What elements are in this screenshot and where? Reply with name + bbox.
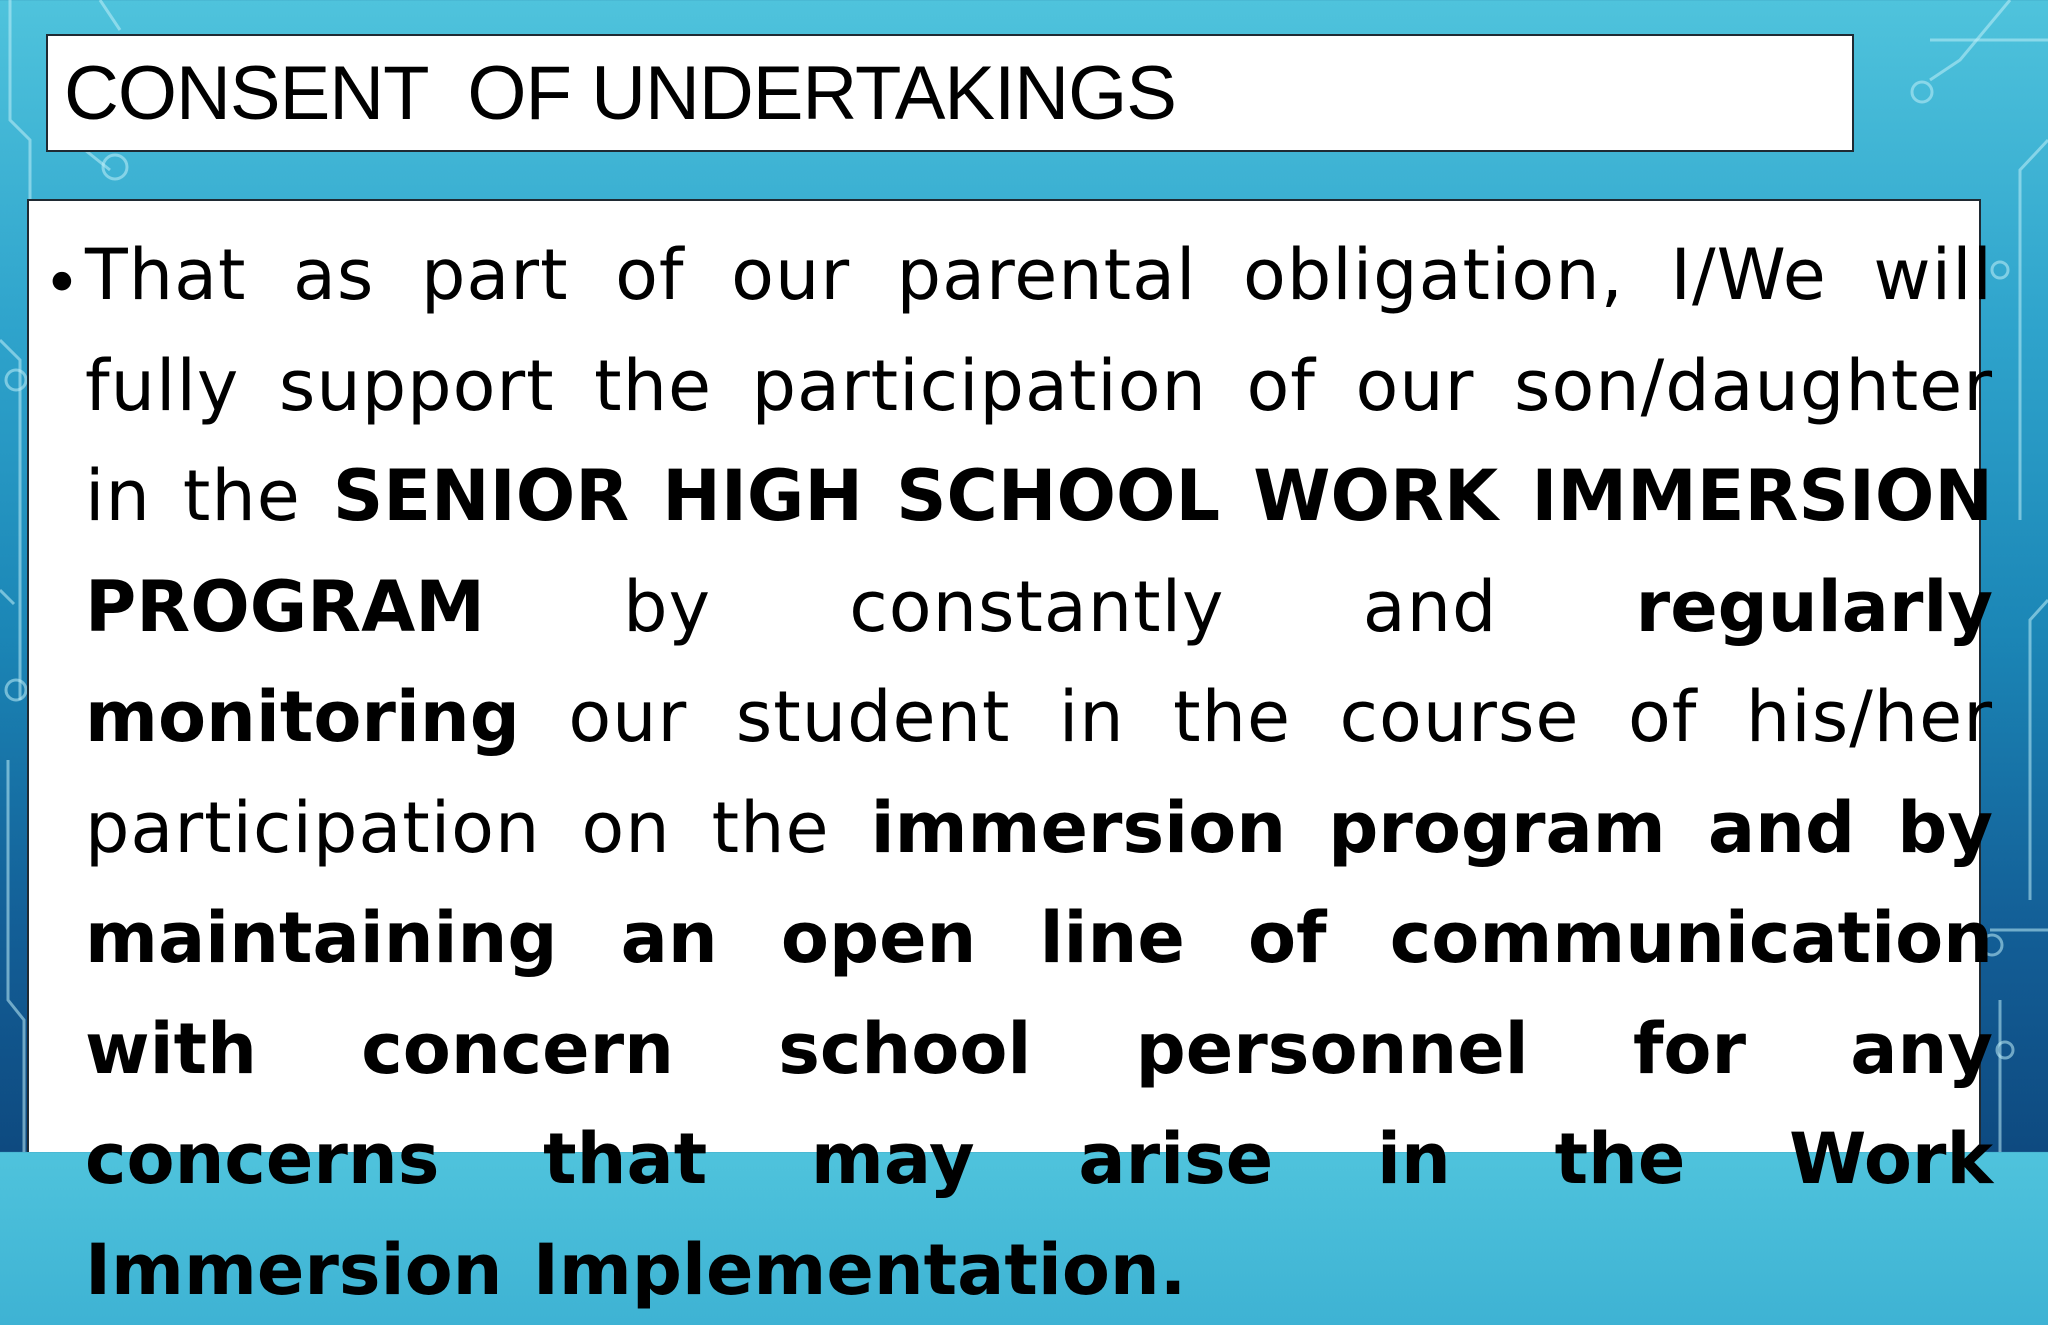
content-box <box>27 199 1993 1311</box>
paragraph-text-segment: That as part of our parental obligation, I/We will fully support the participation of our son/daughter in the <box>85 234 1993 537</box>
paragraph-text-segment: our student in the course of his/her participation on the <box>85 676 1993 869</box>
paragraph-bold-segment: immersion program and by maintaining an open line of communication with concern school personnel for any concerns that may arise in the Work Immersion Implementation. <box>85 786 1993 1311</box>
title-box <box>46 34 1854 152</box>
paragraph-bold-segment: regularly monitoring <box>85 565 1993 758</box>
paragraph-text-segment: by constantly and <box>484 565 1636 648</box>
bullet-paragraph <box>85 220 1993 1325</box>
bullet-marker: • <box>43 247 81 321</box>
slide-title: CONSENT OF UNDERTAKINGS <box>64 51 1176 136</box>
paragraph-bold-segment: SENIOR HIGH SCHOOL WORK IMMERSION PROGRAM <box>85 455 1993 648</box>
